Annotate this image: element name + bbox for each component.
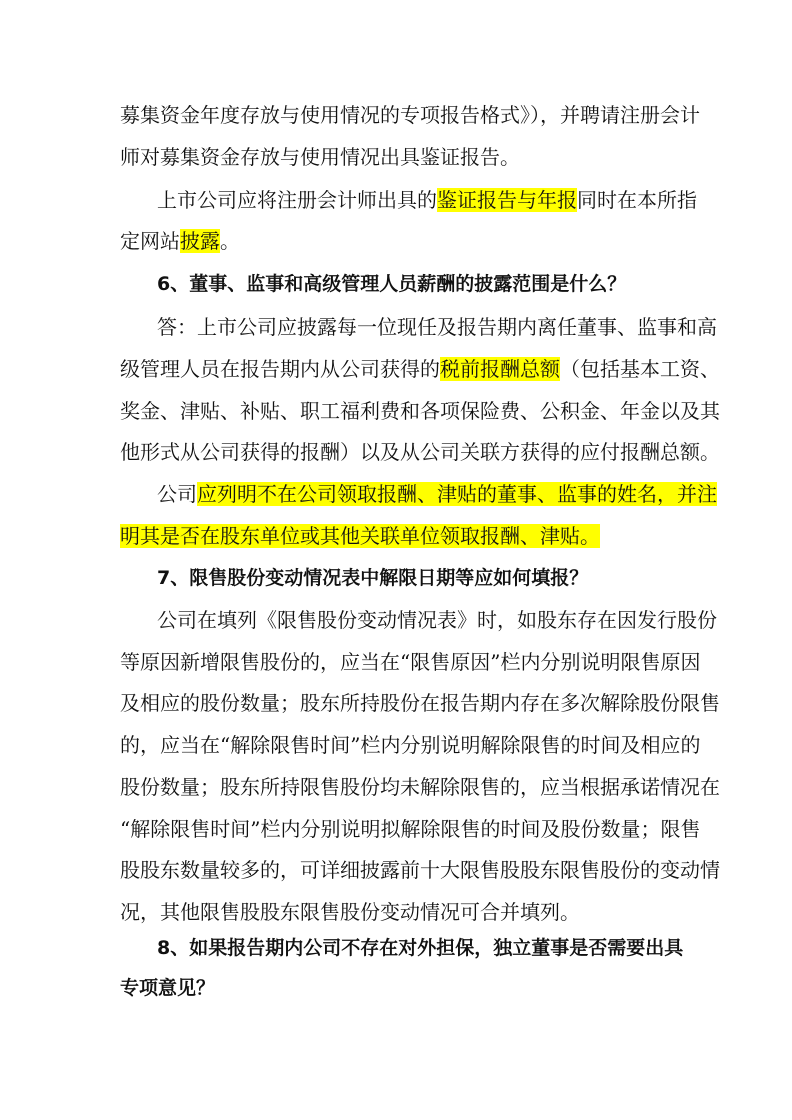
highlighted-text: 税前报酬总额 — [440, 357, 560, 381]
highlighted-text: 鉴证报告与年报 — [437, 188, 577, 212]
paragraph-line — [120, 142, 682, 172]
text-segment: 公司 — [157, 482, 197, 506]
section-heading — [157, 269, 682, 299]
section-heading — [157, 933, 682, 963]
section-heading — [120, 973, 682, 1003]
text-segment: 他形式从公司获得的报酬）以及从公司关联方获得的应付报酬总额。 — [120, 440, 720, 464]
paragraph-line — [120, 814, 701, 844]
paragraph-line — [157, 605, 717, 635]
highlighted-text: 应列明不在公司领取报酬、津贴的董事、监事的姓名，并注 — [197, 482, 717, 506]
text-segment: （包括基本工资、 — [560, 357, 720, 381]
text-segment: 定网站 — [120, 229, 180, 253]
paragraph-line — [120, 437, 720, 467]
paragraph-line — [120, 855, 720, 885]
paragraph-line — [120, 688, 720, 718]
text-segment: 股股东数量较多的，可详细披露前十大限售股股东限售股份的变动情 — [120, 858, 720, 882]
paragraph-line — [120, 226, 682, 256]
text-segment: 7、限售股份变动情况表中解限日期等应如何填报？ — [157, 567, 589, 589]
text-segment: 专项意见？ — [120, 977, 216, 999]
text-segment: “解除限售时间”栏内分别说明拟解除限售的时间及股份数量；限售 — [120, 817, 701, 841]
paragraph-line — [120, 897, 682, 927]
text-segment: 6、董事、监事和高级管理人员薪酬的披露范围是什么？ — [157, 273, 627, 295]
section-heading — [157, 563, 682, 593]
text-segment: 公司在填列《限售股份变动情况表》时，如股东存在因发行股份 — [157, 608, 717, 632]
text-segment: 募集资金年度存放与使用情况的专项报告格式》），并聘请注册会计 — [120, 103, 700, 127]
paragraph-line — [120, 730, 701, 760]
highlighted-text: 披露 — [180, 229, 220, 253]
paragraph-line — [120, 521, 682, 551]
text-segment: 的，应当在“解除限售时间”栏内分别说明解除限售的时间及相应的 — [120, 733, 701, 757]
paragraph-line — [120, 647, 701, 677]
paragraph-line — [157, 479, 717, 509]
text-segment: 及相应的股份数量；股东所持股份在报告期内存在多次解除股份限售 — [120, 691, 720, 715]
text-segment: 况，其他限售股股东限售股份变动情况可合并填列。 — [120, 900, 580, 924]
paragraph-line — [157, 185, 697, 215]
paragraph-line — [120, 772, 720, 802]
text-segment: 奖金、津贴、补贴、职工福利费和各项保险费、公积金、年金以及其 — [120, 399, 720, 423]
text-segment: 答：上市公司应披露每一位现任及报告期内离任董事、监事和高 — [157, 315, 717, 339]
paragraph-line — [120, 396, 720, 426]
text-segment: 级管理人员在报告期内从公司获得的 — [120, 357, 440, 381]
text-segment: 。 — [220, 229, 240, 253]
highlighted-text: 明其是否在股东单位或其他关联单位领取报酬、津贴。 — [120, 524, 600, 548]
paragraph-line — [120, 100, 700, 130]
text-segment: 师对募集资金存放与使用情况出具鉴证报告。 — [120, 145, 520, 169]
text-segment: 同时在本所指 — [577, 188, 697, 212]
paragraph-line — [157, 312, 717, 342]
text-segment: 股份数量；股东所持限售股份均未解除限售的，应当根据承诺情况在 — [120, 775, 720, 799]
text-segment: 上市公司应将注册会计师出具的 — [157, 188, 437, 212]
text-segment: 等原因新增限售股份的，应当在“限售原因”栏内分别说明限售原因 — [120, 650, 701, 674]
paragraph-line — [120, 354, 720, 384]
text-segment: 8、如果报告期内公司不存在对外担保，独立董事是否需要出具 — [157, 937, 684, 959]
